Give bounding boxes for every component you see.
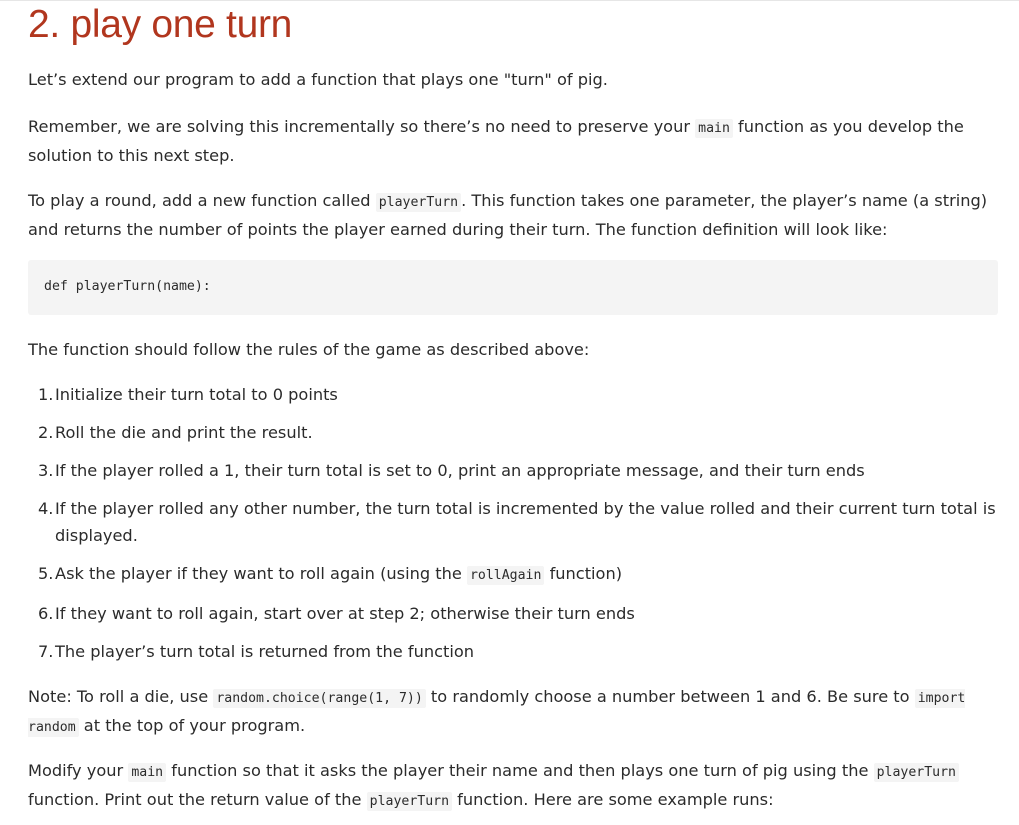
text-segment: Remember, we are solving this incrementally so there’s no need to preserve your <box>28 117 696 136</box>
inline-code-main: main <box>695 119 733 138</box>
list-item <box>28 495 1000 549</box>
section-heading: 2. play one turn <box>28 3 293 46</box>
inline-code-playerturn: playerTurn <box>874 763 959 782</box>
player-turn-paragraph <box>28 187 1000 243</box>
text-segment: function so that it asks the player their name and then plays one turn of pig using the <box>166 761 874 780</box>
text-segment: To play a round, add a new function called <box>28 191 376 210</box>
intro-paragraph: Let’s extend our program to add a function that plays one "turn" of pig. <box>28 70 608 89</box>
top-divider <box>0 0 1019 1</box>
list-item <box>28 560 1000 589</box>
list-item-number: 3. <box>38 461 54 480</box>
list-item <box>28 381 1000 408</box>
list-item-text: The player’s turn total is returned from the function <box>55 642 475 661</box>
incremental-paragraph <box>28 113 1000 169</box>
list-item <box>28 600 1000 627</box>
list-item-text: Initialize their turn total to 0 points <box>55 385 338 404</box>
list-item-text: function) <box>544 564 623 583</box>
text-segment: function as you develop the solution to this next step. <box>28 117 964 165</box>
list-item-number: 1. <box>38 385 54 404</box>
list-item <box>28 457 1000 484</box>
rules-intro-paragraph: The function should follow the rules of the game as described above: <box>28 340 590 359</box>
code-block-text: def playerTurn(name): <box>44 279 211 294</box>
list-item-text: Ask the player if they want to roll again (using the <box>55 564 467 583</box>
note-paragraph <box>28 683 1000 741</box>
list-item-number: 4. <box>38 499 54 518</box>
list-item-number: 2. <box>38 423 54 442</box>
list-item-text: If the player rolled any other number, the turn total is incremented by the value rolled and their current turn total is displayed. <box>55 499 996 545</box>
steps-list <box>28 381 1000 676</box>
list-item <box>28 419 1000 446</box>
text-segment: . This function takes one parameter, the player’s name (a string) and returns the number of points the player earned during their turn. The function definition will look like: <box>28 191 988 239</box>
list-item-number: 5. <box>38 564 54 583</box>
text-segment: at the top of your program. <box>78 716 306 735</box>
inline-code-playerturn: playerTurn <box>367 792 452 811</box>
text-segment: function. Here are some example runs: <box>452 790 774 809</box>
inline-code-main: main <box>128 763 166 782</box>
list-item <box>28 638 1000 665</box>
modify-main-paragraph <box>28 757 1000 815</box>
text-segment: to randomly choose a number between 1 and 6. Be sure to <box>425 687 915 706</box>
text-segment: Note: To roll a die, use <box>28 687 214 706</box>
inline-code-random-choice: random.choice(range(1, 7)) <box>213 689 425 708</box>
list-item-number: 6. <box>38 604 54 623</box>
list-item-text: Roll the die and print the result. <box>55 423 313 442</box>
inline-code-playerturn: playerTurn <box>376 193 461 212</box>
list-item-text: If they want to roll again, start over at step 2; otherwise their turn ends <box>55 604 635 623</box>
list-item-number: 7. <box>38 642 54 661</box>
code-block <box>28 260 998 315</box>
inline-code-rollagain: rollAgain <box>467 566 544 585</box>
text-segment: Modify your <box>28 761 129 780</box>
inline-code-import-random: import random <box>28 691 966 735</box>
text-segment: function. Print out the return value of the <box>28 790 367 809</box>
list-item-text: If the player rolled a 1, their turn total is set to 0, print an appropriate message, and their turn ends <box>55 461 865 480</box>
